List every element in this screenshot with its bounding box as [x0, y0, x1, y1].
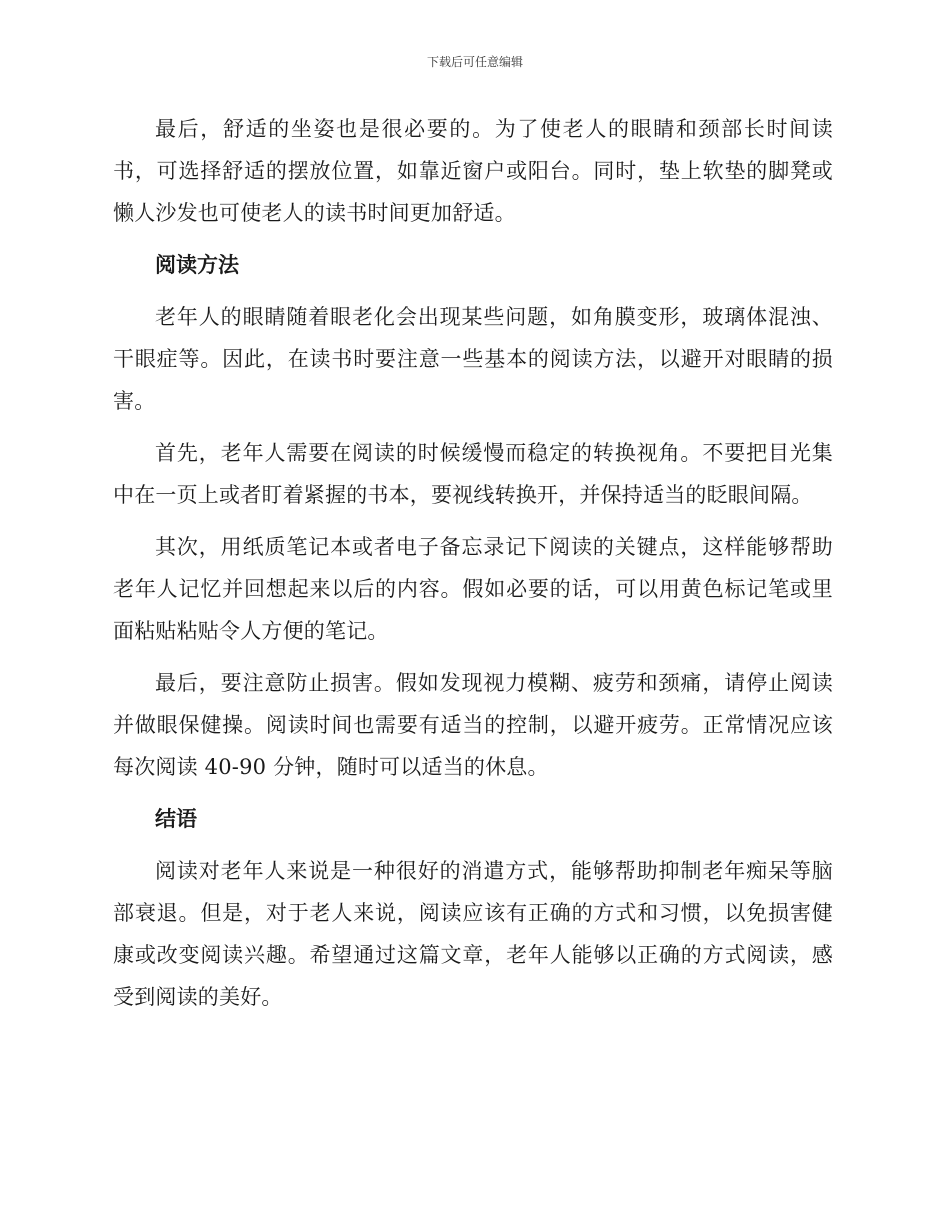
intro-paragraph: 最后，舒适的坐姿也是很必要的。为了使老人的眼睛和颈部长时间读书，可选择舒适的摆放位置，如靠近窗户或阳台。同时，垫上软垫的脚凳或懒人沙发也可使老人的读书时间更加舒适。 — [113, 117, 833, 225]
page-header: 下载后可任意编辑 — [426, 55, 523, 69]
section-heading-conclusion: 结语 — [155, 807, 197, 831]
method-paragraph-2: 首先，老年人需要在阅读的时候缓慢而稳定的转换视角。不要把目光集中在一页上或者盯着紧握的书本，要视线转换开，并保持适当的眨眼间隔。 — [113, 441, 833, 507]
conclusion-paragraph: 阅读对老年人来说是一种很好的消遣方式，能够帮助抑制老年痴呆等脑部衰退。但是，对于老人来说，阅读应该有正确的方式和习惯，以免损害健康或改变阅读兴趣。希望通过这篇文章，老年人能够以正确的方式阅读，感受到阅读的美好。 — [113, 859, 833, 1009]
section-heading-reading-method: 阅读方法 — [155, 253, 239, 277]
method-paragraph-3: 其次，用纸质笔记本或者电子备忘录记下阅读的关键点，这样能够帮助老年人记忆并回想起来以后的内容。假如必要的话，可以用黄色标记笔或里面粘贴粘贴令人方便的笔记。 — [113, 535, 833, 643]
document-body — [113, 108, 833, 1028]
method-paragraph-1: 老年人的眼睛随着眼老化会出现某些问题，如角膜变形，玻璃体混浊、干眼症等。因此，在读书时要注意一些基本的阅读方法，以避开对眼睛的损害。 — [113, 305, 833, 413]
method-paragraph-4: 最后，要注意防止损害。假如发现视力模糊、疲劳和颈痛，请停止阅读并做眼保健操。阅读时间也需要有适当的控制，以避开疲劳。正常情况应该每次阅读 40-90 分钟，随时可以适当的休息。 — [113, 671, 833, 779]
